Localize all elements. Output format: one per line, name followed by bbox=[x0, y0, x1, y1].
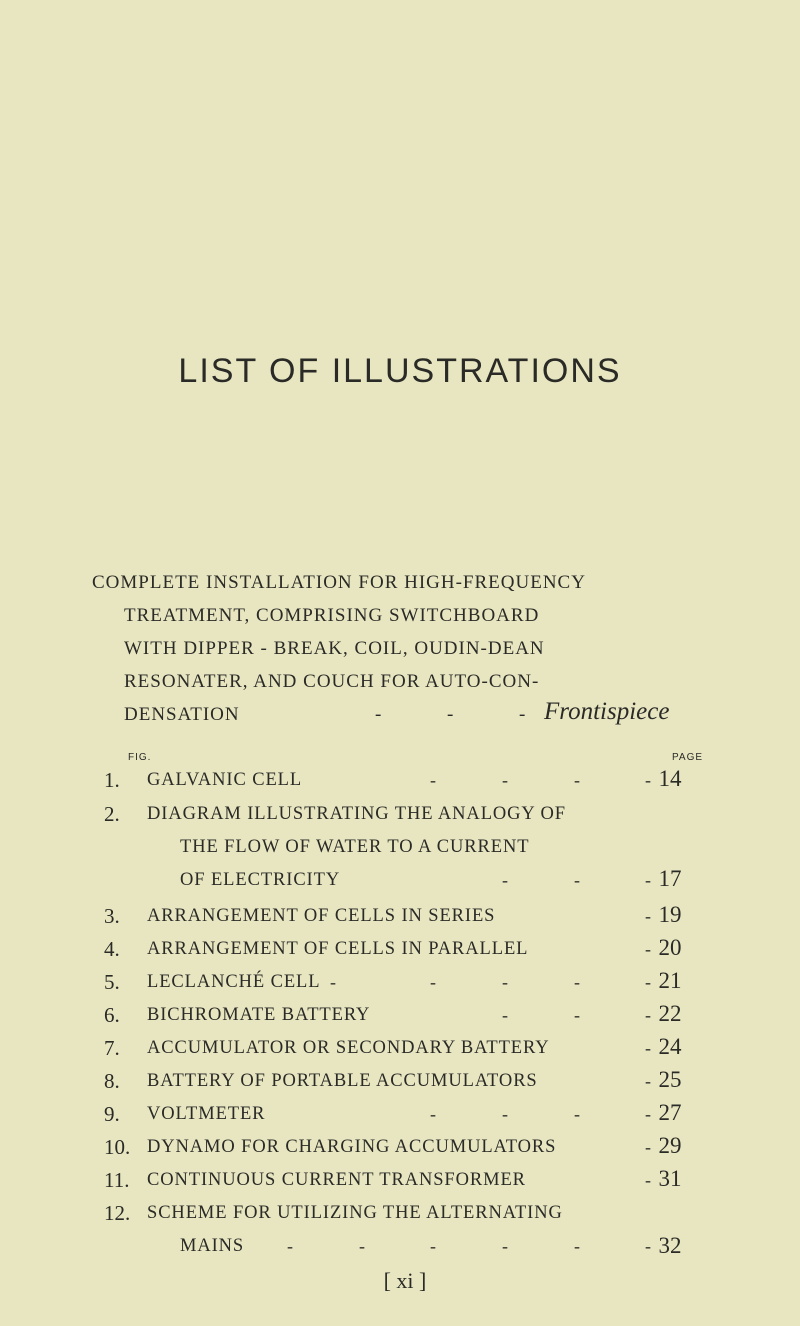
leader-dash: - bbox=[502, 1005, 508, 1025]
leader-dash: - bbox=[502, 972, 508, 992]
figure-caption: GALVANIC CELL bbox=[147, 770, 303, 790]
leader-dash: - bbox=[502, 1104, 508, 1124]
page-number: 22 bbox=[658, 1001, 682, 1026]
leader-dash: - bbox=[645, 906, 651, 926]
illustration-entry bbox=[0, 1168, 800, 1202]
figure-caption: DIAGRAM ILLUSTRATING THE ANALOGY OF bbox=[147, 804, 566, 824]
figure-caption: ARRANGEMENT OF CELLS IN SERIES bbox=[147, 906, 496, 926]
leader-dash: - bbox=[645, 870, 651, 890]
page-number: 25 bbox=[658, 1067, 682, 1092]
figure-caption: OF ELECTRICITY bbox=[180, 870, 341, 890]
illustration-entry bbox=[0, 768, 800, 802]
frontispiece-line: TREATMENT, COMPRISING SWITCHBOARD bbox=[124, 605, 540, 626]
figure-number: 6. bbox=[104, 1003, 120, 1027]
figure-number: 10. bbox=[104, 1135, 131, 1159]
page-number: 31 bbox=[658, 1166, 682, 1191]
illustration-entry bbox=[0, 1036, 800, 1070]
illustration-entry bbox=[0, 802, 800, 902]
figure-number: 3. bbox=[104, 904, 120, 928]
leader-dash: - bbox=[645, 939, 651, 959]
figure-caption: DYNAMO FOR CHARGING ACCUMULATORS bbox=[147, 1137, 557, 1157]
figure-caption: CONTINUOUS CURRENT TRANSFORMER bbox=[147, 1170, 526, 1190]
illustration-entry bbox=[0, 1102, 800, 1136]
frontispiece-line: RESONATER, AND COUCH FOR AUTO-CON- bbox=[124, 671, 540, 692]
page-number: 19 bbox=[658, 902, 682, 927]
figure-number: 1. bbox=[104, 768, 120, 792]
page-folio: [ xi ] bbox=[383, 1268, 427, 1293]
figure-caption: BATTERY OF PORTABLE ACCUMULATORS bbox=[147, 1071, 538, 1091]
leader-dash: - bbox=[330, 972, 336, 992]
frontispiece-line: COMPLETE INSTALLATION FOR HIGH-FREQUENCY bbox=[92, 572, 586, 593]
illustration-entry bbox=[0, 1069, 800, 1103]
frontispiece-page: Frontispiece bbox=[544, 698, 670, 725]
page-number: 29 bbox=[658, 1133, 682, 1158]
leader-dash: - bbox=[502, 770, 508, 790]
leader-dash: - bbox=[287, 1236, 293, 1256]
leader-dash: - bbox=[447, 704, 454, 725]
figure-number: 11. bbox=[104, 1168, 130, 1192]
leader-dash: - bbox=[645, 1170, 651, 1190]
figure-number: 2. bbox=[104, 802, 120, 826]
illustration-entry bbox=[0, 970, 800, 1004]
leader-dash: - bbox=[375, 704, 382, 725]
leader-dash: - bbox=[645, 1005, 651, 1025]
figure-caption: ACCUMULATOR OR SECONDARY BATTERY bbox=[147, 1038, 550, 1058]
figure-number: 9. bbox=[104, 1102, 120, 1126]
page-number: 20 bbox=[658, 935, 682, 960]
leader-dash: - bbox=[645, 1137, 651, 1157]
leader-dash: - bbox=[519, 704, 526, 725]
leader-dash: - bbox=[645, 1071, 651, 1091]
fig-column-header: FIG. bbox=[128, 752, 152, 763]
leader-dash: - bbox=[645, 972, 651, 992]
page-number: 17 bbox=[658, 866, 682, 891]
page-number: 27 bbox=[658, 1100, 682, 1125]
figure-caption: ARRANGEMENT OF CELLS IN PARALLEL bbox=[147, 939, 529, 959]
illustration-entry bbox=[0, 1135, 800, 1169]
leader-dash: - bbox=[502, 870, 508, 890]
leader-dash: - bbox=[430, 1236, 436, 1256]
figure-caption: THE FLOW OF WATER TO A CURRENT bbox=[180, 837, 530, 857]
leader-dash: - bbox=[574, 1005, 580, 1025]
leader-dash: - bbox=[574, 972, 580, 992]
figure-number: 4. bbox=[104, 937, 120, 961]
page-number: 24 bbox=[658, 1034, 682, 1059]
leader-dash: - bbox=[430, 770, 436, 790]
leader-dash: - bbox=[645, 1236, 651, 1256]
leader-dash: - bbox=[645, 1104, 651, 1124]
frontispiece-line: DENSATION bbox=[124, 704, 240, 725]
leader-dash: - bbox=[645, 1038, 651, 1058]
page-number: 14 bbox=[658, 766, 682, 791]
illustration-entry bbox=[0, 937, 800, 971]
figure-number: 12. bbox=[104, 1201, 131, 1225]
figure-caption: LECLANCHÉ CELL bbox=[147, 972, 321, 992]
leader-dash: - bbox=[574, 1104, 580, 1124]
figure-number: 7. bbox=[104, 1036, 120, 1060]
figure-caption: SCHEME FOR UTILIZING THE ALTERNATING bbox=[147, 1203, 563, 1223]
illustration-entry bbox=[0, 904, 800, 938]
page-column-header: PAGE bbox=[672, 752, 704, 763]
leader-dash: - bbox=[645, 770, 651, 790]
illustration-entry bbox=[0, 1003, 800, 1037]
figure-number: 5. bbox=[104, 970, 120, 994]
page-title: LIST OF ILLUSTRATIONS bbox=[178, 352, 622, 390]
leader-dash: - bbox=[430, 972, 436, 992]
illustration-entry bbox=[0, 1201, 800, 1271]
page-number: 21 bbox=[658, 968, 682, 993]
leader-dash: - bbox=[430, 1104, 436, 1124]
leader-dash: - bbox=[574, 1236, 580, 1256]
leader-dash: - bbox=[574, 770, 580, 790]
leader-dash: - bbox=[359, 1236, 365, 1256]
figure-number: 8. bbox=[104, 1069, 120, 1093]
figure-caption: MAINS bbox=[180, 1236, 245, 1256]
leader-dash: - bbox=[502, 1236, 508, 1256]
figure-caption: BICHROMATE BATTERY bbox=[147, 1005, 371, 1025]
frontispiece-line: WITH DIPPER - BREAK, COIL, OUDIN-DEAN bbox=[124, 638, 545, 659]
page-number: 32 bbox=[658, 1233, 682, 1258]
leader-dash: - bbox=[574, 870, 580, 890]
figure-caption: VOLTMETER bbox=[147, 1104, 266, 1124]
